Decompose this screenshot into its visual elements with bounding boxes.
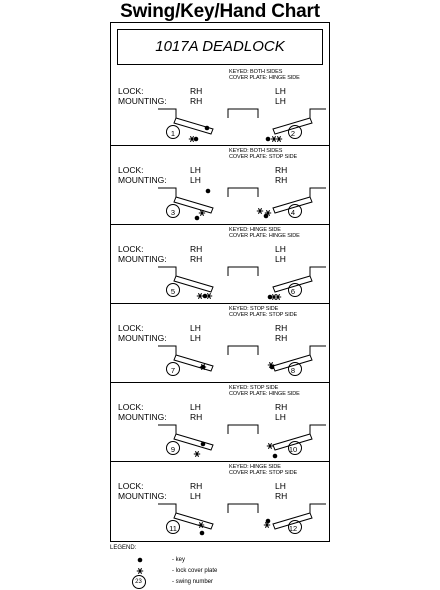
swing-number-circle-icon <box>289 363 302 376</box>
cover-plate-asterisk-icon <box>137 568 143 574</box>
mounting-label: MOUNTING: <box>118 175 167 185</box>
swing-number: 5 <box>170 287 176 296</box>
door-frame-jamb <box>228 504 244 513</box>
lock-label: LOCK: <box>118 402 144 412</box>
door-frame-jamb <box>158 425 176 434</box>
legend-swing-label: - swing number <box>172 579 214 585</box>
swing-number-circle-icon <box>167 205 180 218</box>
door-frame-jamb <box>310 425 326 434</box>
cover-plate-asterisk-icon <box>276 136 282 142</box>
keyed-note: KEYED: HINGE SIDE <box>229 464 281 470</box>
cover-plate-asterisk-icon <box>189 136 195 142</box>
left-mounting-hand: LH <box>190 333 201 343</box>
door-frame-jamb <box>240 188 258 197</box>
swing-number-circle-icon <box>289 284 302 297</box>
lock-label: LOCK: <box>118 323 144 333</box>
lock-label: LOCK: <box>118 481 144 491</box>
door-frame-jamb <box>240 425 258 434</box>
key-dot-icon <box>205 126 210 131</box>
cover-plate-asterisk-icon <box>197 293 203 299</box>
keyed-note: KEYED: STOP SIDE <box>229 385 279 391</box>
left-lock-hand: RH <box>190 86 203 96</box>
key-dot-icon <box>201 442 206 447</box>
right-lock-hand: RH <box>275 402 288 412</box>
cover-plate-note: COVER PLATE: STOP SIDE <box>229 154 298 160</box>
right-mounting-hand: RH <box>275 491 288 501</box>
key-dot-icon <box>206 189 211 194</box>
swing-number: 4 <box>290 208 296 217</box>
cover-plate-note: COVER PLATE: STOP SIDE <box>229 312 298 318</box>
left-mounting-hand: RH <box>190 412 203 422</box>
swing-number-circle-icon <box>289 126 302 139</box>
key-dot-icon <box>195 216 200 221</box>
swing-number-circle-icon <box>167 521 180 534</box>
door-frame-jamb <box>158 267 176 276</box>
keyed-note: KEYED: HINGE SIDE <box>229 227 281 233</box>
door-frame-jamb <box>240 109 258 118</box>
right-mounting-hand: LH <box>275 254 286 264</box>
cover-plate-asterisk-icon <box>275 294 281 300</box>
left-lock-hand: LH <box>190 402 201 412</box>
right-lock-hand: LH <box>275 86 286 96</box>
door-frame-jamb <box>240 504 258 513</box>
key-dot-icon <box>138 558 143 563</box>
door-frame-jamb <box>228 346 244 355</box>
left-lock-hand: RH <box>190 481 203 491</box>
right-mounting-hand: LH <box>275 412 286 422</box>
mounting-label: MOUNTING: <box>118 254 167 264</box>
right-mounting-hand: RH <box>275 333 288 343</box>
left-lock-hand: RH <box>190 244 203 254</box>
door-frame-jamb <box>228 109 244 118</box>
model-header: 1017A DEADLOCK <box>117 29 323 65</box>
cover-plate-asterisk-icon <box>206 293 212 299</box>
legend-heading: LEGEND: <box>110 545 137 551</box>
swing-number: 1 <box>170 129 176 138</box>
legend-cover-label: - lock cover plate <box>172 568 218 574</box>
cover-plate-note: COVER PLATE: STOP SIDE <box>229 470 298 476</box>
keyed-note: KEYED: BOTH SIDES <box>229 148 283 154</box>
door-frame-jamb <box>228 188 244 197</box>
right-lock-hand: LH <box>275 244 286 254</box>
right-lock-hand: LH <box>275 481 286 491</box>
lock-label: LOCK: <box>118 86 144 96</box>
door-frame-jamb <box>158 346 176 355</box>
door-frame-jamb <box>310 109 326 118</box>
left-mounting-hand: RH <box>190 254 203 264</box>
swing-number: 11 <box>169 524 177 533</box>
mounting-label: MOUNTING: <box>118 491 167 501</box>
cover-plate-note: COVER PLATE: HINGE SIDE <box>229 233 300 239</box>
swing-number: 6 <box>290 287 296 296</box>
door-frame-jamb <box>240 346 258 355</box>
swing-number: 3 <box>170 208 176 217</box>
chart-title: Swing/Key/Hand Chart <box>120 1 320 22</box>
legend-sample-number: 23 <box>135 579 142 585</box>
left-mounting-hand: LH <box>190 175 201 185</box>
cover-plate-note: COVER PLATE: HINGE SIDE <box>229 75 300 81</box>
right-lock-hand: RH <box>275 165 288 175</box>
swing-number-circle-icon <box>167 442 180 455</box>
key-dot-icon <box>200 531 205 536</box>
cover-plate-asterisk-icon <box>267 443 273 449</box>
cover-plate-note: COVER PLATE: HINGE SIDE <box>229 391 300 397</box>
door-frame-jamb <box>240 267 258 276</box>
swing-number: 12 <box>288 524 298 533</box>
swing-number-circle-icon <box>289 521 302 534</box>
swing-number: 8 <box>290 366 296 375</box>
left-lock-hand: LH <box>190 165 201 175</box>
door-frame-jamb <box>310 267 326 276</box>
right-mounting-hand: RH <box>275 175 288 185</box>
door-frame-jamb <box>310 188 326 197</box>
key-dot-icon <box>266 137 271 142</box>
keyed-note: KEYED: BOTH SIDES <box>229 69 283 75</box>
right-lock-hand: RH <box>275 323 288 333</box>
door-frame-jamb <box>158 109 176 118</box>
door-frame-jamb <box>228 267 244 276</box>
key-dot-icon <box>273 454 278 459</box>
left-mounting-hand: RH <box>190 96 203 106</box>
left-mounting-hand: LH <box>190 491 201 501</box>
swing-number: 9 <box>170 445 176 454</box>
door-frame-jamb <box>158 504 176 513</box>
lock-label: LOCK: <box>118 165 144 175</box>
cover-plate-asterisk-icon <box>257 208 263 214</box>
door-frame-jamb <box>310 346 326 355</box>
mounting-label: MOUNTING: <box>118 333 167 343</box>
swing-number: 10 <box>288 445 298 454</box>
swing-number: 2 <box>290 129 296 138</box>
door-frame-jamb <box>158 188 176 197</box>
swing-number-circle-icon <box>167 284 180 297</box>
lock-label: LOCK: <box>118 244 144 254</box>
swing-number-circle-icon <box>289 442 302 455</box>
door-frame-jamb <box>228 425 244 434</box>
swing-number-circle-icon <box>289 205 302 218</box>
mounting-label: MOUNTING: <box>118 412 167 422</box>
swing-number-circle-icon <box>167 363 180 376</box>
swing-number: 7 <box>170 366 176 375</box>
cover-plate-asterisk-icon <box>194 451 200 457</box>
keyed-note: KEYED: STOP SIDE <box>229 306 279 312</box>
right-mounting-hand: LH <box>275 96 286 106</box>
left-lock-hand: LH <box>190 323 201 333</box>
door-frame-jamb <box>310 504 326 513</box>
legend-key-label: - key <box>172 557 186 563</box>
mounting-label: MOUNTING: <box>118 96 167 106</box>
swing-number-circle-icon <box>167 126 180 139</box>
